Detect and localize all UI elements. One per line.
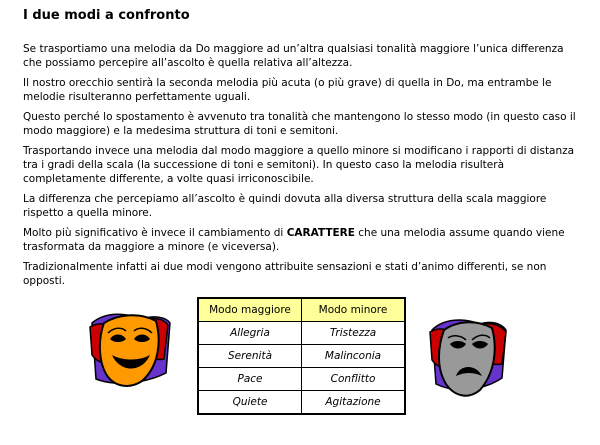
modes-table — [197, 297, 406, 415]
paragraph-character — [23, 226, 583, 254]
paragraph: Se trasportiamo una melodia da Do maggiore ad un’altra qualsiasi tonalità maggiore l’unica differenza che possiamo percepire all’ascolto è quella relativa all’altezza. — [23, 43, 564, 69]
paragraph-text: Molto più significativo è invece il cambiamento di — [23, 227, 287, 239]
paragraph: Il nostro orecchio sentirà la seconda melodia più acuta (o più grave) di quella in Do, ma entrambe le melodie risulteranno perfettamente uguali. — [23, 77, 552, 103]
table-cell: Tristezza — [302, 322, 406, 345]
paragraph: Questo perché lo spostamento è avvenuto tra tonalità che mantengono lo stesso modo (in questo caso il modo maggiore) e la medesima struttura di toni e semitoni. — [23, 111, 576, 137]
happy-mask-icon — [86, 303, 174, 391]
table-row — [198, 391, 405, 415]
table-header-row — [198, 298, 405, 322]
table-row — [198, 368, 405, 391]
bold-keyword: CARATTERE — [286, 227, 355, 239]
table-cell: Malinconia — [302, 345, 406, 368]
column-header-minor: Modo minore — [302, 298, 406, 322]
table-cell: Quiete — [198, 391, 302, 415]
page-title: I due modi a confronto — [23, 8, 190, 23]
table-row — [198, 322, 405, 345]
sad-mask-icon — [428, 312, 508, 400]
table-cell: Allegria — [198, 322, 302, 345]
paragraph: Tradizionalmente infatti ai due modi vengono attribuite sensazioni e stati d’animo differenti, se non opposti. — [23, 261, 547, 287]
table-cell: Agitazione — [302, 391, 406, 415]
column-header-major: Modo maggiore — [198, 298, 302, 322]
table-cell: Conflitto — [302, 368, 406, 391]
table-row — [198, 345, 405, 368]
table-cell: Serenità — [198, 345, 302, 368]
paragraph-text: che una melodia assume quando viene trasformata da maggiore a minore (e viceversa). — [23, 227, 565, 253]
table-cell: Pace — [198, 368, 302, 391]
paragraph: Trasportando invece una melodia dal modo maggiore a quello minore si modificano i rapporti di distanza tra i gradi della scala (la successione di toni e semitoni). In questo caso la melodia risulterà completamente differente, a volte quasi irriconoscibile. — [23, 145, 575, 185]
content-body — [23, 42, 583, 294]
paragraph: La differenza che percepiamo all’ascolto è quindi dovuta alla diversa struttura della scala maggiore rispetto a quella minore. — [23, 193, 547, 219]
